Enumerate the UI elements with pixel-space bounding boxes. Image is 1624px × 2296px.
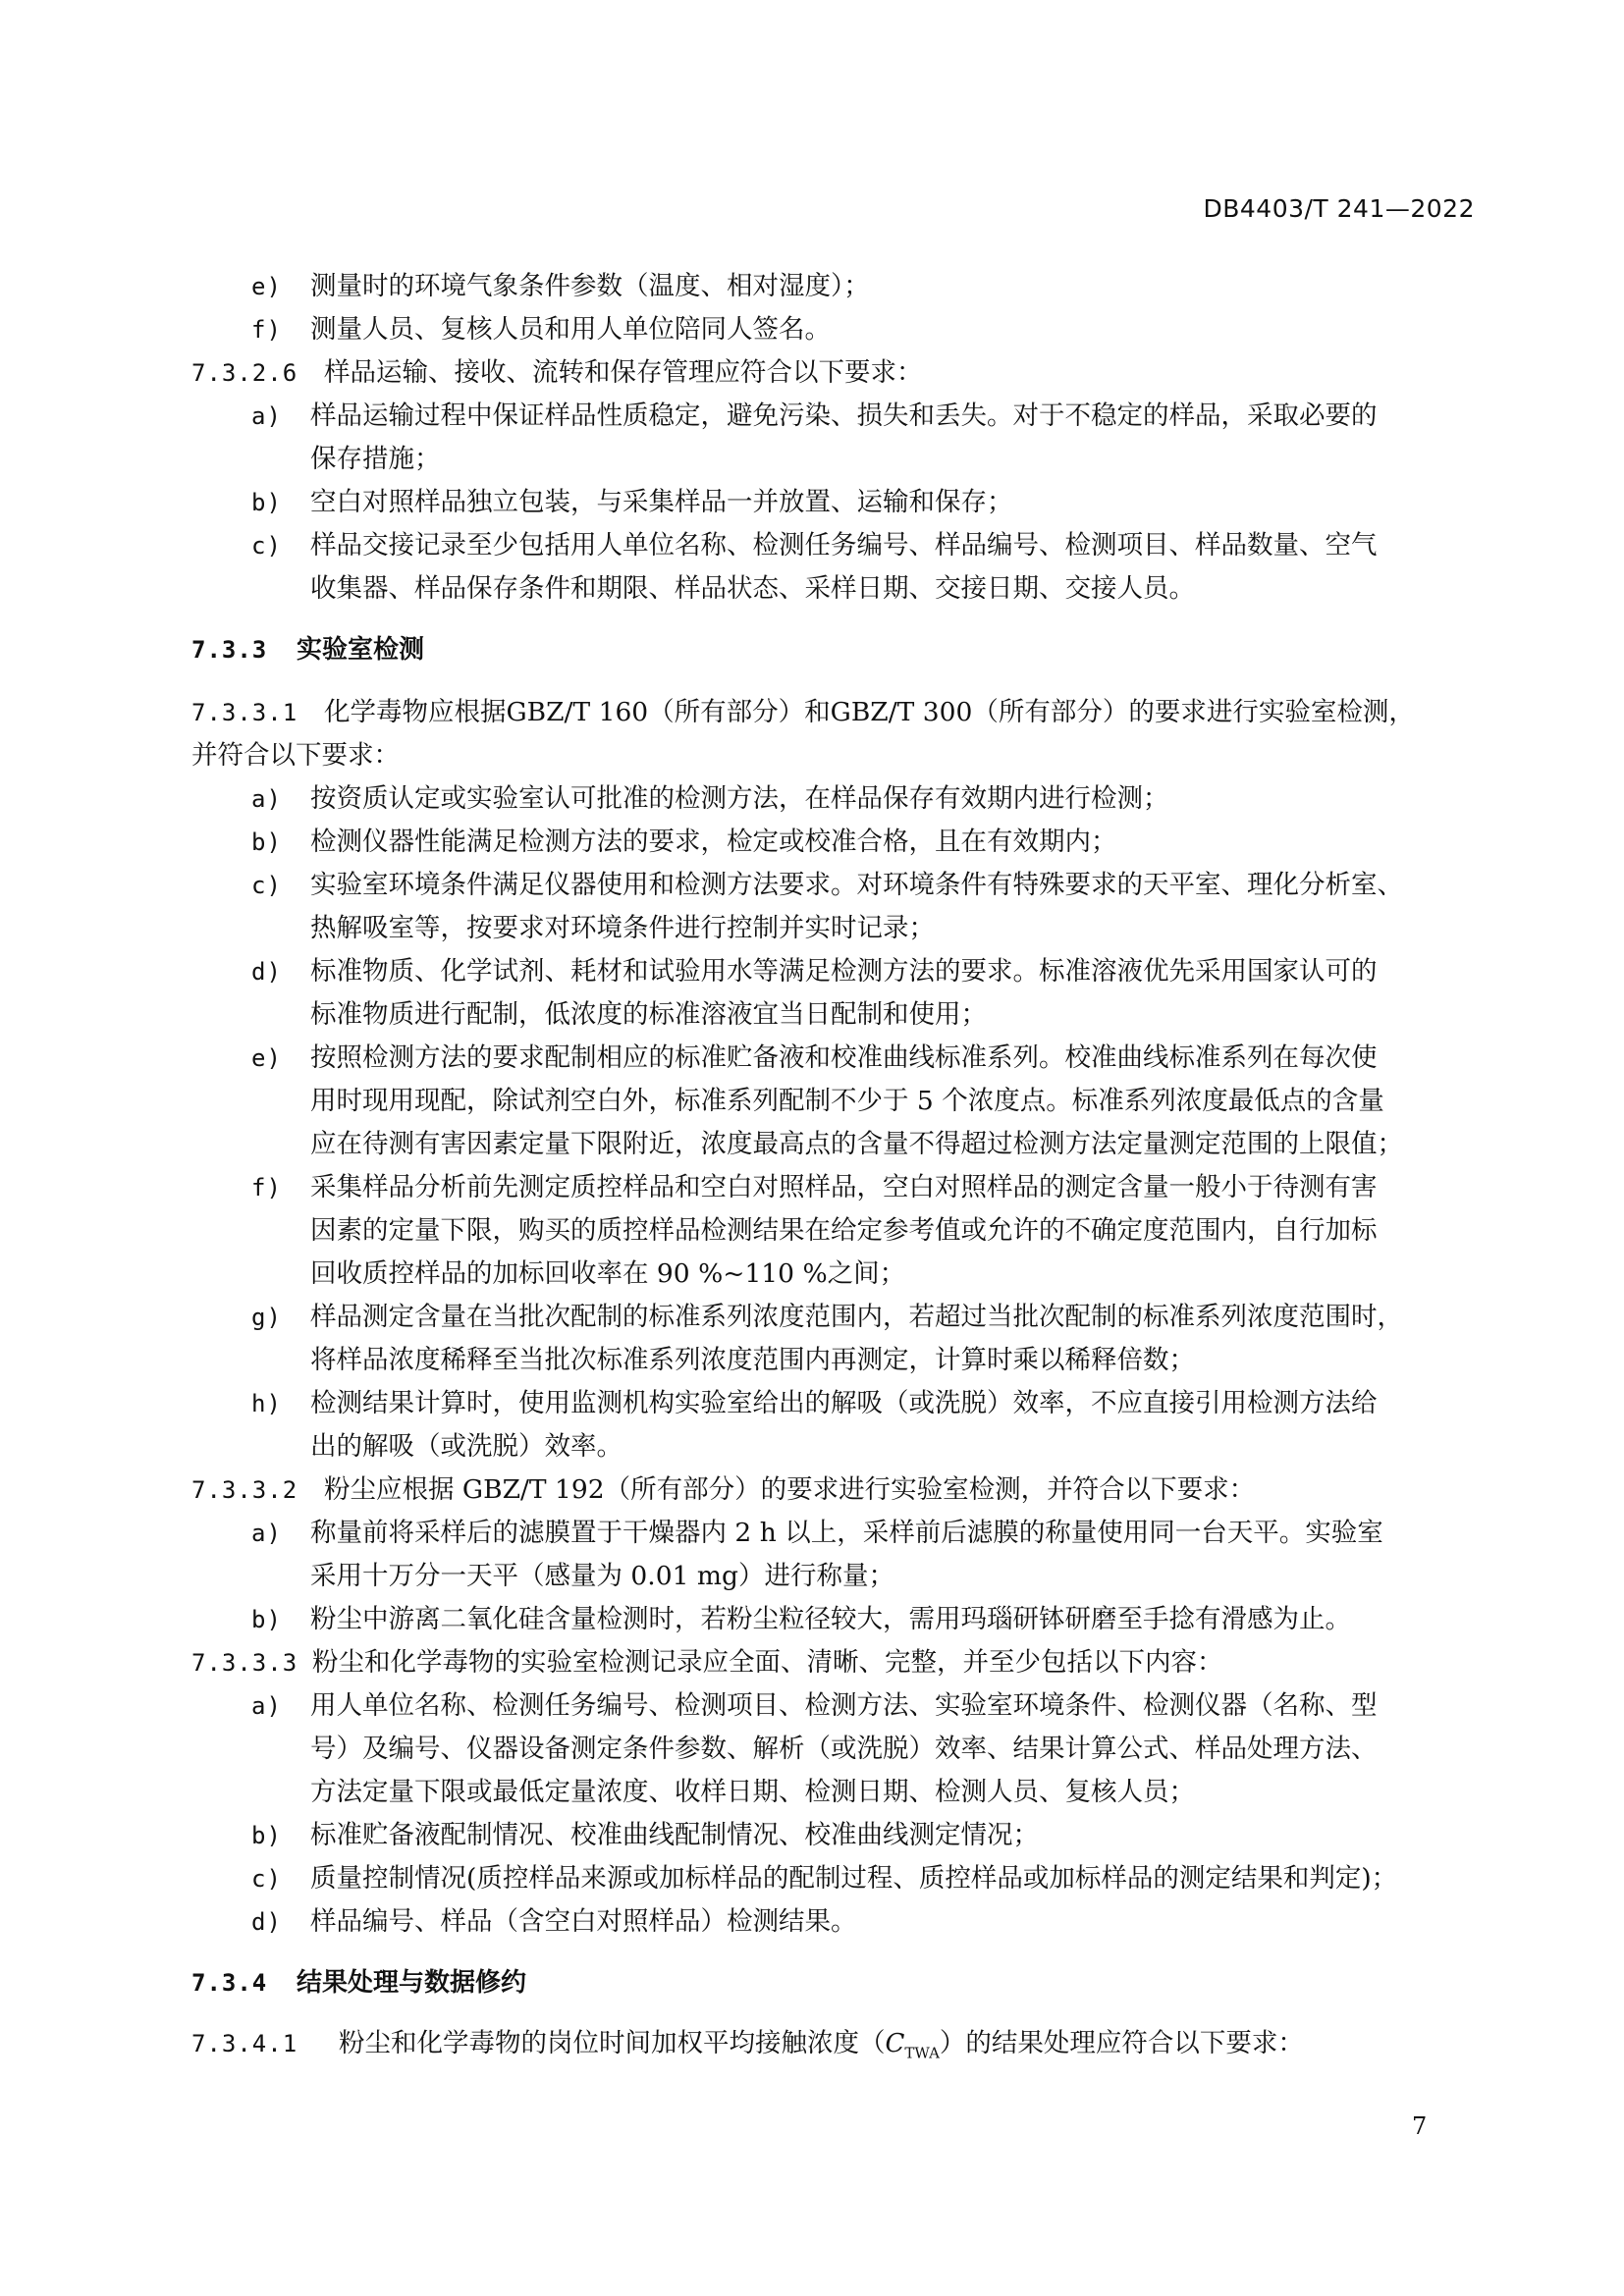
clause-number: 7.3.2.6 (191, 359, 298, 387)
clause-number: 7.3.3.2 (191, 1476, 298, 1504)
section-number: 7.3.3 (191, 636, 268, 664)
section-title: 实验室检测 (297, 635, 425, 665)
list-marker: e) (251, 1044, 282, 1072)
list-item-text: 样品交接记录至少包括用人单位名称、检测任务编号、样品编号、检测项目、样品数量、空气 (310, 530, 1378, 561)
clause-text-part: 粉尘和化学毒物的岗位时间加权平均接触浓度（ (339, 2028, 886, 2058)
list-item-text-cont: 方法定量下限或最低定量浓度、收样日期、检测日期、检测人员、复核人员； (310, 1777, 1195, 1807)
clause-number: 7.3.4.1 (191, 2030, 298, 2057)
list-marker: d) (251, 1908, 282, 1936)
list-item-text: 测量时的环境气象条件参数（温度、相对湿度）； (310, 271, 870, 301)
clause-text-part: ）的结果处理应符合以下要求： (939, 2028, 1304, 2058)
list-item-text: 用人单位名称、检测任务编号、检测项目、检测方法、实验室环境条件、检测仪器（名称、型 (310, 1690, 1378, 1721)
list-item-text: 检测仪器性能满足检测方法的要求，检定或校准合格，且在有效期内； (310, 827, 1117, 857)
list-item-text-cont: 标准物质进行配制，低浓度的标准溶液宜当日配制和使用； (310, 999, 987, 1030)
clause-text-cont: 并符合以下要求： (191, 740, 400, 771)
list-marker: f) (251, 1174, 282, 1201)
list-item-text-cont: 保存措施； (310, 444, 441, 474)
ctwa-subscript: TWA (904, 2044, 940, 2062)
list-marker: f) (251, 316, 282, 344)
list-item-text-cont: 热解吸室等，按要求对环境条件进行控制并实时记录； (310, 913, 935, 943)
list-item-text: 实验室环境条件满足仪器使用和检测方法要求。对环境条件有特殊要求的天平室、理化分析室、 (310, 870, 1403, 900)
list-item-text-cont: 采用十万分一天平（感量为 0.01 mg）进行称量； (310, 1561, 894, 1591)
clause-text: 化学毒物应根据GBZ/T 160（所有部分）和GBZ/T 300（所有部分）的要求进行实验室检测， (324, 697, 1415, 727)
clause-number: 7.3.3.3 (191, 1649, 298, 1677)
list-item-text-cont: 因素的定量下限，购买的质控样品检测结果在给定参考值或允许的不确定度范围内，自行加标 (310, 1215, 1378, 1246)
clause-text (339, 2022, 1304, 2074)
list-item-text: 采集样品分析前先测定质控样品和空白对照样品，空白对照样品的测定含量一般小于待测有害 (310, 1172, 1378, 1202)
list-marker: a) (251, 1692, 282, 1720)
list-item-text: 样品编号、样品（含空白对照样品）检测结果。 (310, 1906, 857, 1937)
list-marker: c) (251, 1865, 282, 1893)
list-marker: g) (251, 1304, 282, 1331)
list-marker: b) (251, 1606, 282, 1633)
list-marker: d) (251, 958, 282, 986)
list-marker: a) (251, 402, 282, 430)
clause-text: 粉尘和化学毒物的实验室检测记录应全面、清晰、完整，并至少包括以下内容： (312, 1647, 1223, 1678)
list-item-text: 标准贮备液配制情况、校准曲线配制情况、校准曲线测定情况； (310, 1820, 1039, 1850)
page-number: 7 (1412, 2112, 1428, 2140)
list-marker: c) (251, 872, 282, 899)
list-marker: h) (251, 1390, 282, 1417)
list-item-text: 标准物质、化学试剂、耗材和试验用水等满足检测方法的要求。标准溶液优先采用国家认可的 (310, 956, 1378, 987)
list-item-text-cont: 将样品浓度稀释至当批次标准系列浓度范围内再测定，计算时乘以稀释倍数； (310, 1345, 1195, 1375)
list-marker: b) (251, 489, 282, 516)
list-item-text: 粉尘中游离二氧化硅含量检测时，若粉尘粒径较大，需用玛瑙研钵研磨至手捻有滑感为止。 (310, 1604, 1351, 1634)
list-item-text: 质量控制情况(质控样品来源或加标样品的配制过程、质控样品或加标样品的测定结果和判定)； (310, 1863, 1398, 1894)
list-item-text-cont: 回收质控样品的加标回收率在 90 %~110 %之间； (310, 1258, 906, 1289)
list-item-text: 测量人员、复核人员和用人单位陪同人签名。 (310, 314, 831, 345)
list-marker: a) (251, 1520, 282, 1547)
list-item-text-cont: 号）及编号、仪器设备测定条件参数、解析（或洗脱）效率、结果计算公式、样品处理方法、 (310, 1734, 1378, 1764)
clause-number: 7.3.3.1 (191, 699, 298, 726)
list-item-text-cont: 应在待测有害因素定量下限附近，浓度最高点的含量不得超过检测方法定量测定范围的上限值； (310, 1129, 1403, 1159)
list-item-text: 样品运输过程中保证样品性质稳定，避免污染、损失和丢失。对于不稳定的样品，采取必要的 (310, 400, 1378, 431)
section-number: 7.3.4 (191, 1969, 268, 1997)
section-title: 结果处理与数据修约 (297, 1968, 527, 1998)
list-marker: e) (251, 273, 282, 300)
list-item-text: 样品测定含量在当批次配制的标准系列浓度范围内，若超过当批次配制的标准系列浓度范围时， (310, 1302, 1403, 1332)
list-item-text-cont: 出的解吸（或洗脱）效率。 (310, 1431, 623, 1462)
list-marker: b) (251, 1822, 282, 1849)
list-marker: b) (251, 828, 282, 856)
ctwa-symbol: C (885, 2029, 905, 2058)
list-item-text-cont: 用时现用现配，除试剂空白外，标准系列配制不少于 5 个浓度点。标准系列浓度最低点的含量 (310, 1086, 1384, 1116)
list-item-text: 按资质认定或实验室认可批准的检测方法，在样品保存有效期内进行检测； (310, 783, 1169, 814)
clause-text: 粉尘应根据 GBZ/T 192（所有部分）的要求进行实验室检测，并符合以下要求： (324, 1474, 1256, 1505)
list-item-text-cont: 收集器、样品保存条件和期限、样品状态、采样日期、交接日期、交接人员。 (310, 573, 1195, 604)
list-marker: a) (251, 785, 282, 813)
list-marker: c) (251, 532, 282, 560)
list-item-text: 空白对照样品独立包装，与采集样品一并放置、运输和保存； (310, 487, 1013, 517)
list-item-text: 检测结果计算时，使用监测机构实验室给出的解吸（或洗脱）效率，不应直接引用检测方法给 (310, 1388, 1378, 1418)
list-item-text: 称量前将采样后的滤膜置于干燥器内 2 h 以上，采样前后滤膜的称量使用同一台天平。实验室 (310, 1518, 1383, 1548)
clause-text: 样品运输、接收、流转和保存管理应符合以下要求： (324, 357, 923, 388)
list-item-text: 按照检测方法的要求配制相应的标准贮备液和校准曲线标准系列。校准曲线标准系列在每次使 (310, 1042, 1378, 1073)
document-code-header: DB4403/T 241—2022 (1203, 194, 1475, 223)
